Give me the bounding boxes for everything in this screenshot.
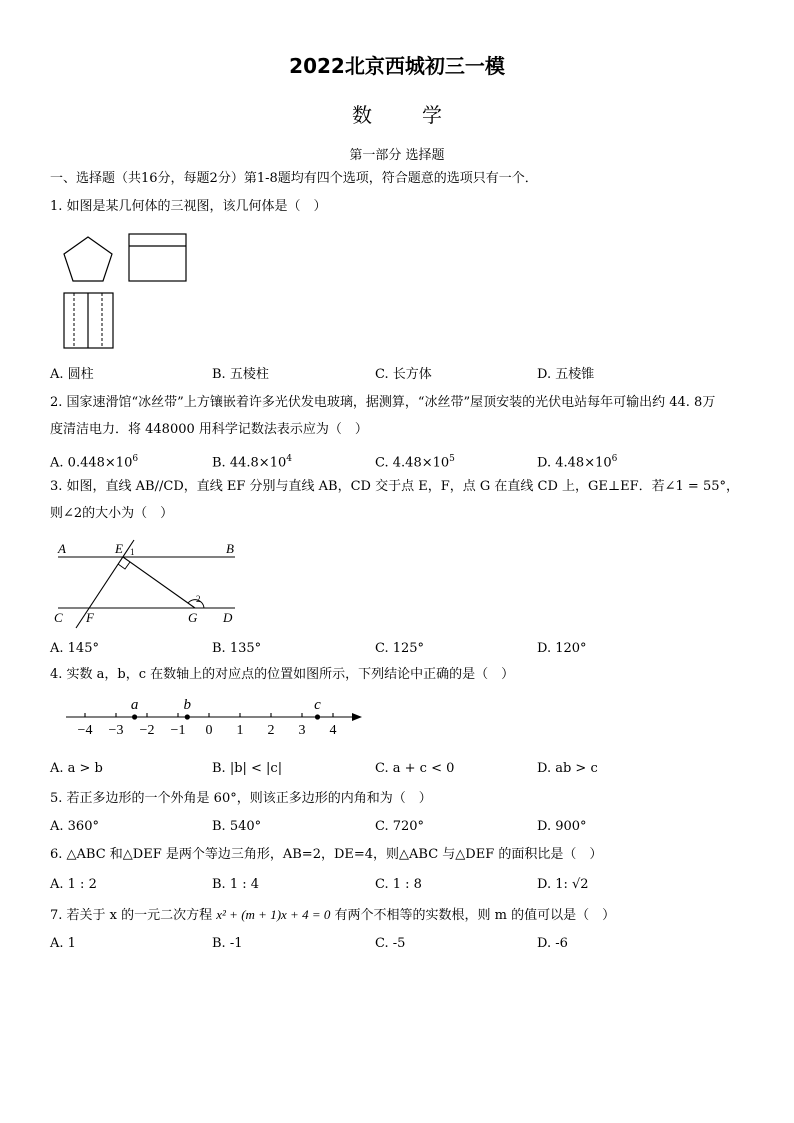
q7-stem-prefix: 7. 若关于 x 的一元二次方程	[50, 908, 217, 923]
q4-option-c[interactable]: C. a + c < 0	[375, 761, 455, 776]
q2-option-c[interactable]: C. $4.48\times 10^5$	[375, 454, 455, 471]
q4-option-d[interactable]: D. ab > c	[537, 761, 598, 776]
tick-label: −4	[77, 723, 93, 738]
q1-stem: 1. 如图是某几何体的三视图，该几何体是（ ）	[50, 199, 327, 214]
q1-option-b[interactable]: B. 五棱柱	[212, 367, 269, 382]
section-instruction: 一、选择题（共16分，每题2分）第1-8题均有四个选项，符合题意的选项只有一个．	[50, 171, 538, 186]
q5-option-a[interactable]: A. 360°	[50, 819, 99, 834]
exponent: 4	[286, 454, 292, 464]
q2-option-b[interactable]: B. $44.8\times 10^4$	[212, 454, 292, 471]
point-c	[315, 714, 320, 719]
q2-stem-line1: 2. 国家速滑馆“冰丝带”上方镶嵌着许多光伏发电玻璃，据测算，“冰丝带”屋顶安装的光伏电站每年可输出约 44. 8万	[50, 395, 716, 410]
q3-option-b[interactable]: B. 135°	[212, 641, 262, 656]
base: 10	[269, 455, 287, 471]
q6-option-a[interactable]: A. 1 : 2	[50, 877, 97, 892]
q3-option-a[interactable]: A. 145°	[50, 641, 99, 656]
tick-label: 1	[236, 723, 244, 738]
part-heading: 第一部分 选择题	[349, 148, 445, 163]
tick-label: 3	[298, 723, 306, 738]
top-view-pentagon	[64, 237, 112, 281]
mantissa: 4.48	[392, 455, 422, 471]
label-a: A	[58, 541, 66, 556]
q3-stem-line2: 则∠2的大小为（ ）	[50, 506, 174, 521]
q4-option-b[interactable]: B. |b| < |c|	[212, 761, 283, 776]
option-label: C.	[375, 455, 389, 471]
label-angle-2: 2	[196, 594, 201, 604]
point-b	[185, 714, 190, 719]
label-f: F	[86, 610, 94, 625]
q5-option-b[interactable]: B. 540°	[212, 819, 262, 834]
q6-option-c[interactable]: C. 1 : 8	[375, 877, 422, 892]
q1-option-a[interactable]: A. 圆柱	[50, 367, 94, 382]
page-title: 2022北京西城初三一模	[289, 54, 505, 78]
q4-number-line	[60, 692, 370, 742]
q1-option-c[interactable]: C. 长方体	[375, 367, 432, 382]
q3-option-d[interactable]: D. 120°	[537, 641, 587, 656]
q7-option-b[interactable]: B. -1	[212, 936, 243, 951]
side-view-rectangle	[129, 234, 186, 281]
option-label: B.	[212, 455, 226, 471]
exponent: 5	[449, 454, 455, 464]
q6-option-d[interactable]: D. 1: √2	[537, 877, 589, 892]
label-b: B	[226, 541, 234, 556]
tick-label: −1	[170, 723, 186, 738]
base: 10	[115, 455, 133, 471]
tick-label: −2	[139, 723, 155, 738]
right-angle-mark	[118, 562, 130, 569]
point-label-c: c	[314, 697, 321, 713]
line-ef	[76, 540, 134, 628]
q5-option-c[interactable]: C. 720°	[375, 819, 425, 834]
mantissa: 4.48	[555, 455, 585, 471]
q7-option-c[interactable]: C. -5	[375, 936, 406, 951]
q3-stem-line1: 3. 如图，直线 AB//CD，直线 EF 分别与直线 AB，CD 交于点 E，F，点 G 在直线 CD 上，GE⊥EF．若∠1 = 55°，	[50, 479, 739, 494]
q7-equation: x² + (m + 1)x + 4 = 0	[216, 907, 331, 922]
tick-label: 4	[329, 723, 337, 738]
point-a	[132, 714, 137, 719]
base: 10	[432, 455, 450, 471]
tick-label: 0	[205, 723, 213, 738]
q4-stem: 4. 实数 a，b，c 在数轴上的对应点的位置如图所示，下列结论中正确的是（ ）	[50, 667, 515, 682]
q3-option-c[interactable]: C. 125°	[375, 641, 425, 656]
q3-geometry-figure	[52, 538, 252, 630]
q4-option-a[interactable]: A. a > b	[50, 761, 103, 776]
tick-label: −3	[108, 723, 124, 738]
label-angle-1: 1	[130, 547, 135, 557]
base: 10	[595, 455, 612, 471]
q2-option-a[interactable]: A. $0.448\times 10^6$	[50, 454, 139, 471]
q5-stem: 5. 若正多边形的一个外角是 60°，则该正多边形的内角和为（ ）	[50, 791, 432, 806]
q1-three-view-figure	[55, 228, 195, 353]
q7-stem-suffix: 有两个不相等的实数根，则 m 的值可以是（ ）	[330, 908, 616, 923]
subject-title: 数学	[352, 103, 492, 127]
option-label: D.	[537, 455, 552, 471]
label-g: G	[188, 610, 198, 625]
exponent: 6	[132, 454, 139, 464]
label-e: E	[115, 541, 123, 556]
label-d: D	[223, 610, 233, 625]
segment-ge	[123, 557, 195, 608]
exponent: 6	[611, 454, 618, 464]
q1-option-d[interactable]: D. 五棱锥	[537, 367, 595, 382]
option-label: A.	[50, 455, 64, 471]
arrow-icon	[352, 713, 362, 721]
tick-label: 2	[267, 723, 275, 738]
mantissa: 0.448	[67, 455, 105, 471]
q6-option-b[interactable]: B. 1 : 4	[212, 877, 260, 892]
q6-stem: 6. △ABC 和△DEF 是两个等边三角形，AB=2，DE=4，则△ABC 与△DEF 的面积比是（ ）	[50, 847, 603, 862]
mantissa: 44.8	[229, 455, 259, 471]
q7-option-d[interactable]: D. -6	[537, 936, 568, 951]
q5-option-d[interactable]: D. 900°	[537, 819, 587, 834]
q7-option-a[interactable]: A. 1	[50, 936, 76, 951]
point-label-a: a	[130, 697, 139, 713]
q7-stem	[50, 906, 615, 925]
label-c: C	[54, 610, 63, 625]
point-label-b: b	[183, 697, 192, 713]
q2-stem-line2: 度清洁电力．将 448000 用科学记数法表示应为（ ）	[50, 422, 368, 437]
q2-option-d[interactable]: D. $4.48\times 10^6$	[537, 454, 618, 471]
